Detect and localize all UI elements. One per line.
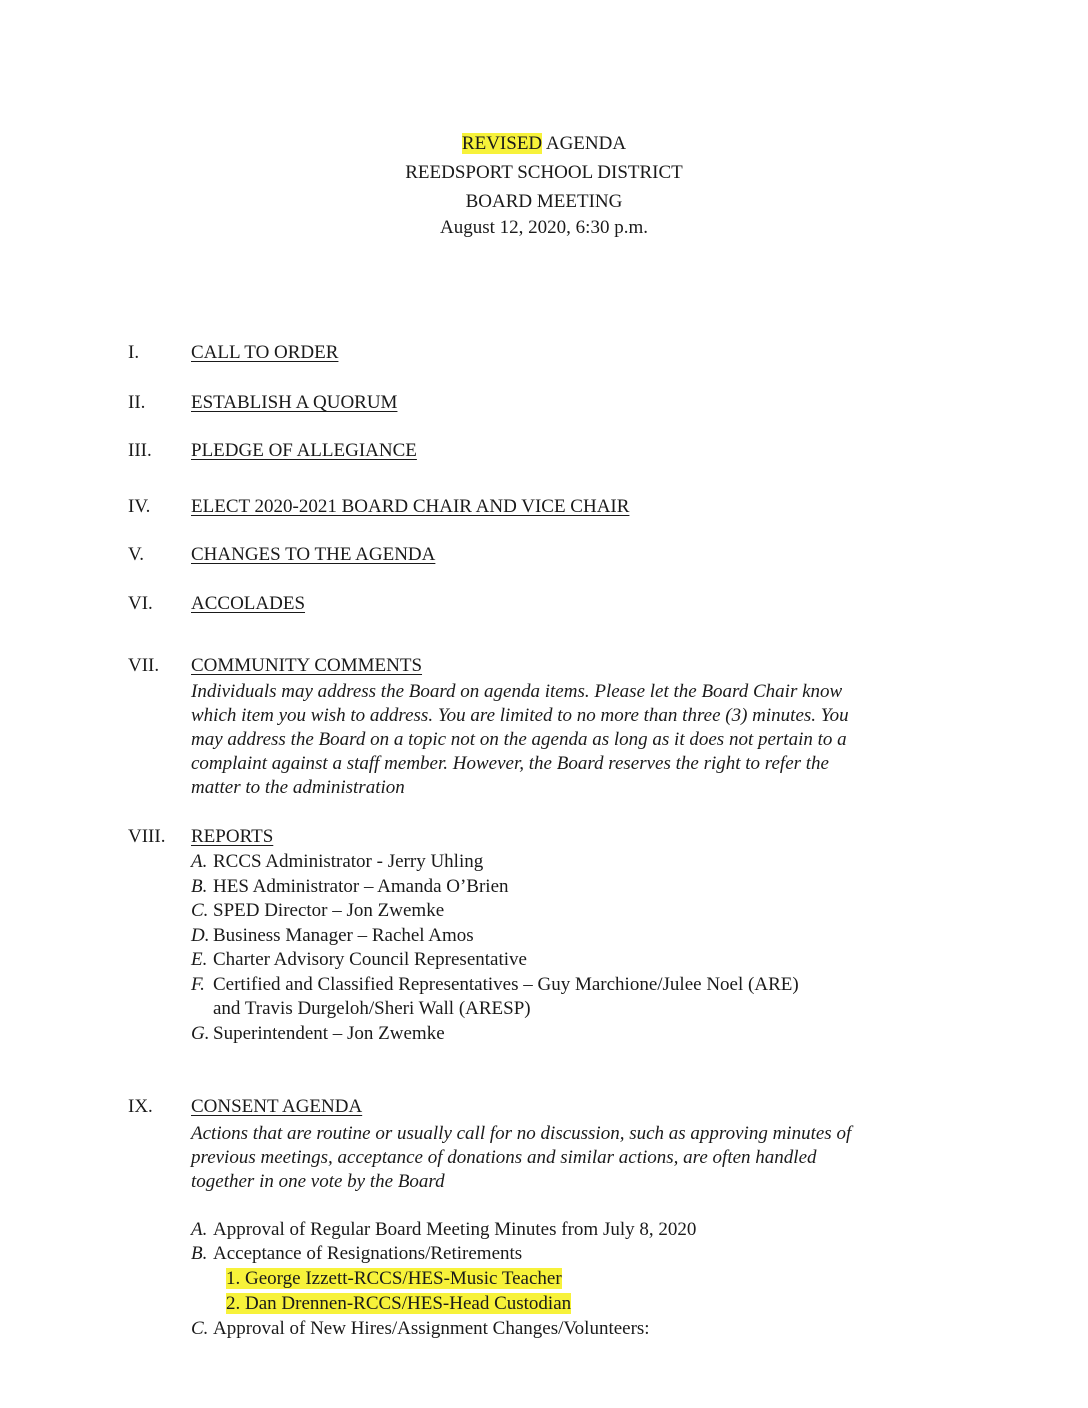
revised-highlight: REVISED — [461, 133, 543, 154]
section-title-pledge: PLEDGE OF ALLEGIANCE — [191, 440, 417, 461]
resignation-highlight: 1. George Izzett-RCCS/HES-Music Teacher — [226, 1268, 562, 1289]
report-item — [191, 850, 483, 874]
district-name: REEDSPORT SCHOOL DISTRICT — [405, 162, 683, 183]
resignation-item — [226, 1292, 571, 1316]
report-item-continuation: and Travis Durgeloh/Sheri Wall (ARESP) — [213, 998, 531, 1019]
item-letter: C. — [191, 1318, 209, 1339]
desc-line: may address the Board on a topic not on the agenda as long as it does not pertain to a — [191, 729, 847, 750]
desc-line: together in one vote by the Board — [191, 1171, 445, 1192]
item-letter: A. — [191, 1219, 208, 1240]
section-number: VI. — [128, 593, 153, 614]
desc-line: matter to the administration — [191, 777, 405, 798]
section-title-reports: REPORTS — [191, 826, 274, 847]
resignation-highlight: 2. Dan Drennen-RCCS/HES-Head Custodian — [226, 1293, 572, 1314]
report-item — [191, 899, 444, 923]
item-text: RCCS Administrator - Jerry Uhling — [213, 851, 484, 872]
consent-item — [191, 1218, 696, 1242]
resignation-item — [226, 1267, 562, 1291]
item-text: Acceptance of Resignations/Retirements — [213, 1243, 523, 1264]
consent-item — [191, 1317, 650, 1341]
section-title-consent-agenda: CONSENT AGENDA — [191, 1096, 363, 1117]
section-number: VII. — [128, 655, 160, 676]
item-text: Charter Advisory Council Representative — [213, 949, 527, 970]
item-letter: G. — [191, 1023, 210, 1044]
section-title-community-comments: COMMUNITY COMMENTS — [191, 655, 423, 676]
item-text: Business Manager – Rachel Amos — [213, 925, 474, 946]
section-title-elect-chair: ELECT 2020-2021 BOARD CHAIR AND VICE CHAIR — [191, 496, 630, 517]
consent-agenda-description — [191, 1122, 971, 1194]
meeting-title: BOARD MEETING — [465, 191, 623, 212]
desc-line: previous meetings, acceptance of donations and similar actions, are often handled — [191, 1147, 817, 1168]
item-text: SPED Director – Jon Zwemke — [213, 900, 445, 921]
section-number: V. — [128, 544, 145, 565]
desc-line: complaint against a staff member. However, the Board reserves the right to refer the — [191, 753, 829, 774]
section-number: II. — [128, 392, 146, 413]
desc-line: which item you wish to address. You are limited to no more than three (3) minutes. You — [191, 705, 849, 726]
item-letter: B. — [191, 876, 208, 897]
item-letter: F. — [191, 974, 205, 995]
item-text: HES Administrator – Amanda O’Brien — [213, 876, 509, 897]
section-title-call-to-order: CALL TO ORDER — [191, 342, 339, 363]
item-text: Approval of New Hires/Assignment Changes/Volunteers: — [213, 1318, 650, 1339]
item-text: Certified and Classified Representatives – Guy Marchione/Julee Noel (ARE) — [213, 974, 799, 995]
report-item — [191, 973, 799, 997]
meeting-datetime: August 12, 2020, 6:30 p.m. — [440, 217, 648, 238]
section-number: IV. — [128, 496, 151, 517]
item-letter: A. — [191, 851, 208, 872]
item-letter: D. — [191, 925, 210, 946]
section-number: IX. — [128, 1096, 153, 1117]
report-item — [191, 948, 527, 972]
section-title-changes: CHANGES TO THE AGENDA — [191, 544, 436, 565]
report-item — [191, 924, 474, 948]
item-text: Approval of Regular Board Meeting Minutes from July 8, 2020 — [213, 1219, 697, 1240]
item-letter: E. — [191, 949, 208, 970]
desc-line: Individuals may address the Board on agenda items. Please let the Board Chair know — [191, 681, 843, 702]
community-comments-description — [191, 680, 971, 800]
item-text: Superintendent – Jon Zwemke — [213, 1023, 445, 1044]
section-title-quorum: ESTABLISH A QUORUM — [191, 392, 398, 413]
agenda-heading — [0, 130, 1088, 158]
consent-item — [191, 1242, 522, 1266]
item-letter: C. — [191, 900, 209, 921]
report-item — [191, 1022, 445, 1046]
section-title-accolades: ACCOLADES — [191, 593, 306, 614]
section-number: III. — [128, 440, 152, 461]
report-item — [191, 875, 509, 899]
agenda-word: AGENDA — [542, 133, 627, 154]
section-number: I. — [128, 342, 140, 363]
section-number: VIII. — [128, 826, 166, 847]
desc-line: Actions that are routine or usually call for no discussion, such as approving minutes of — [191, 1123, 852, 1144]
item-letter: B. — [191, 1243, 208, 1264]
